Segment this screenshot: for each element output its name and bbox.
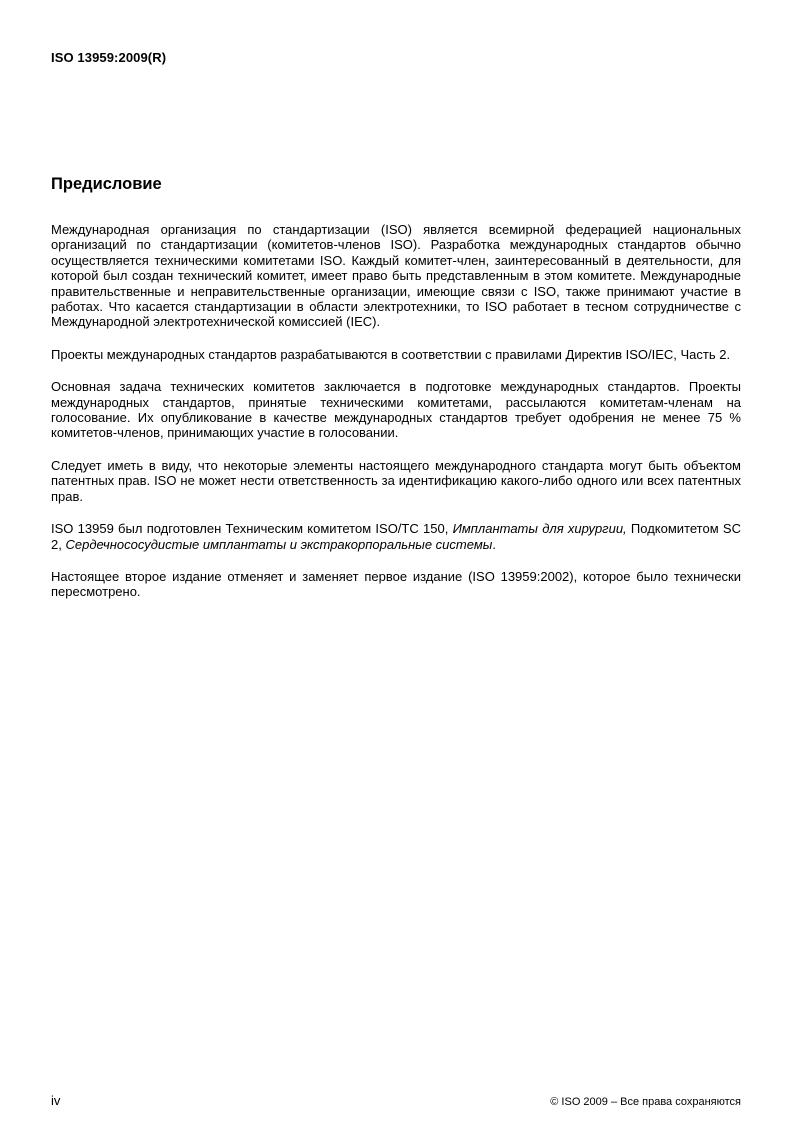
paragraph-directives: Проекты международных стандартов разрабатываются в соответствии с правилами Директив ISO/IEC, Часть 2.	[51, 346, 731, 362]
copyright-notice: © ISO 2009 – Все права сохраняются	[550, 1096, 741, 1108]
page-number: iv	[51, 1093, 61, 1108]
paragraph-committee-task: Основная задача технических комитетов заключается в подготовке международных стандартов. Проекты международных стандартов, принятые техническими комитетами, рассылаются комитетам-членам на голосование. Их опубликование в качестве международных стандартов требует одобрения не менее 75 % комитетов-членов, принимающих участие в голосовании.	[51, 379, 741, 441]
text-run-tc-name-italic: Имплантаты для хирургии,	[452, 521, 627, 537]
text-run-tail: .	[492, 536, 496, 552]
paragraph-iso-description: Международная организация по стандартизации (ISO) является всемирной федерацией национальных организаций по стандартизации (комитетов-членов ISO). Разработка международных стандартов обычно осуществляется техническими комитетами ISO. Каждый комитет-член, заинтересованный в деятельности, для которой был создан технический комитет, имеет право быть представленным в этом комитете. Международные правительственные и неправительственные организации, имеющие связи с ISO, также принимают участие в работах. Что касается стандартизации в области электротехники, то ISO работает в тесном сотрудничестве с Международной электротехнической комиссией (IEC).	[51, 222, 741, 330]
text-run-sc-name-italic: Сердечнососудистые имплантаты и экстракорпоральные системы	[65, 536, 493, 552]
text-run-lead: ISO 13959 был подготовлен Техническим комитетом ISO/TC 150,	[51, 521, 453, 537]
section-title-foreword: Предисловие	[51, 175, 162, 193]
page-footer	[51, 1093, 741, 1108]
paragraph-committee-attribution	[51, 521, 741, 552]
text-run-mid: Подкомитетом SC 2,	[51, 521, 741, 552]
paragraph-patent-rights: Следует иметь в виду, что некоторые элементы настоящего международного стандарта могут быть объектом патентных прав. ISO не может нести ответственность за идентификацию какого-либо одного или всех патентных прав.	[51, 457, 741, 504]
document-reference-header: ISO 13959:2009(R)	[51, 50, 167, 65]
paragraph-edition-note: Настоящее второе издание отменяет и заменяет первое издание (ISO 13959:2002), которое было технически пересмотрено.	[51, 568, 741, 600]
